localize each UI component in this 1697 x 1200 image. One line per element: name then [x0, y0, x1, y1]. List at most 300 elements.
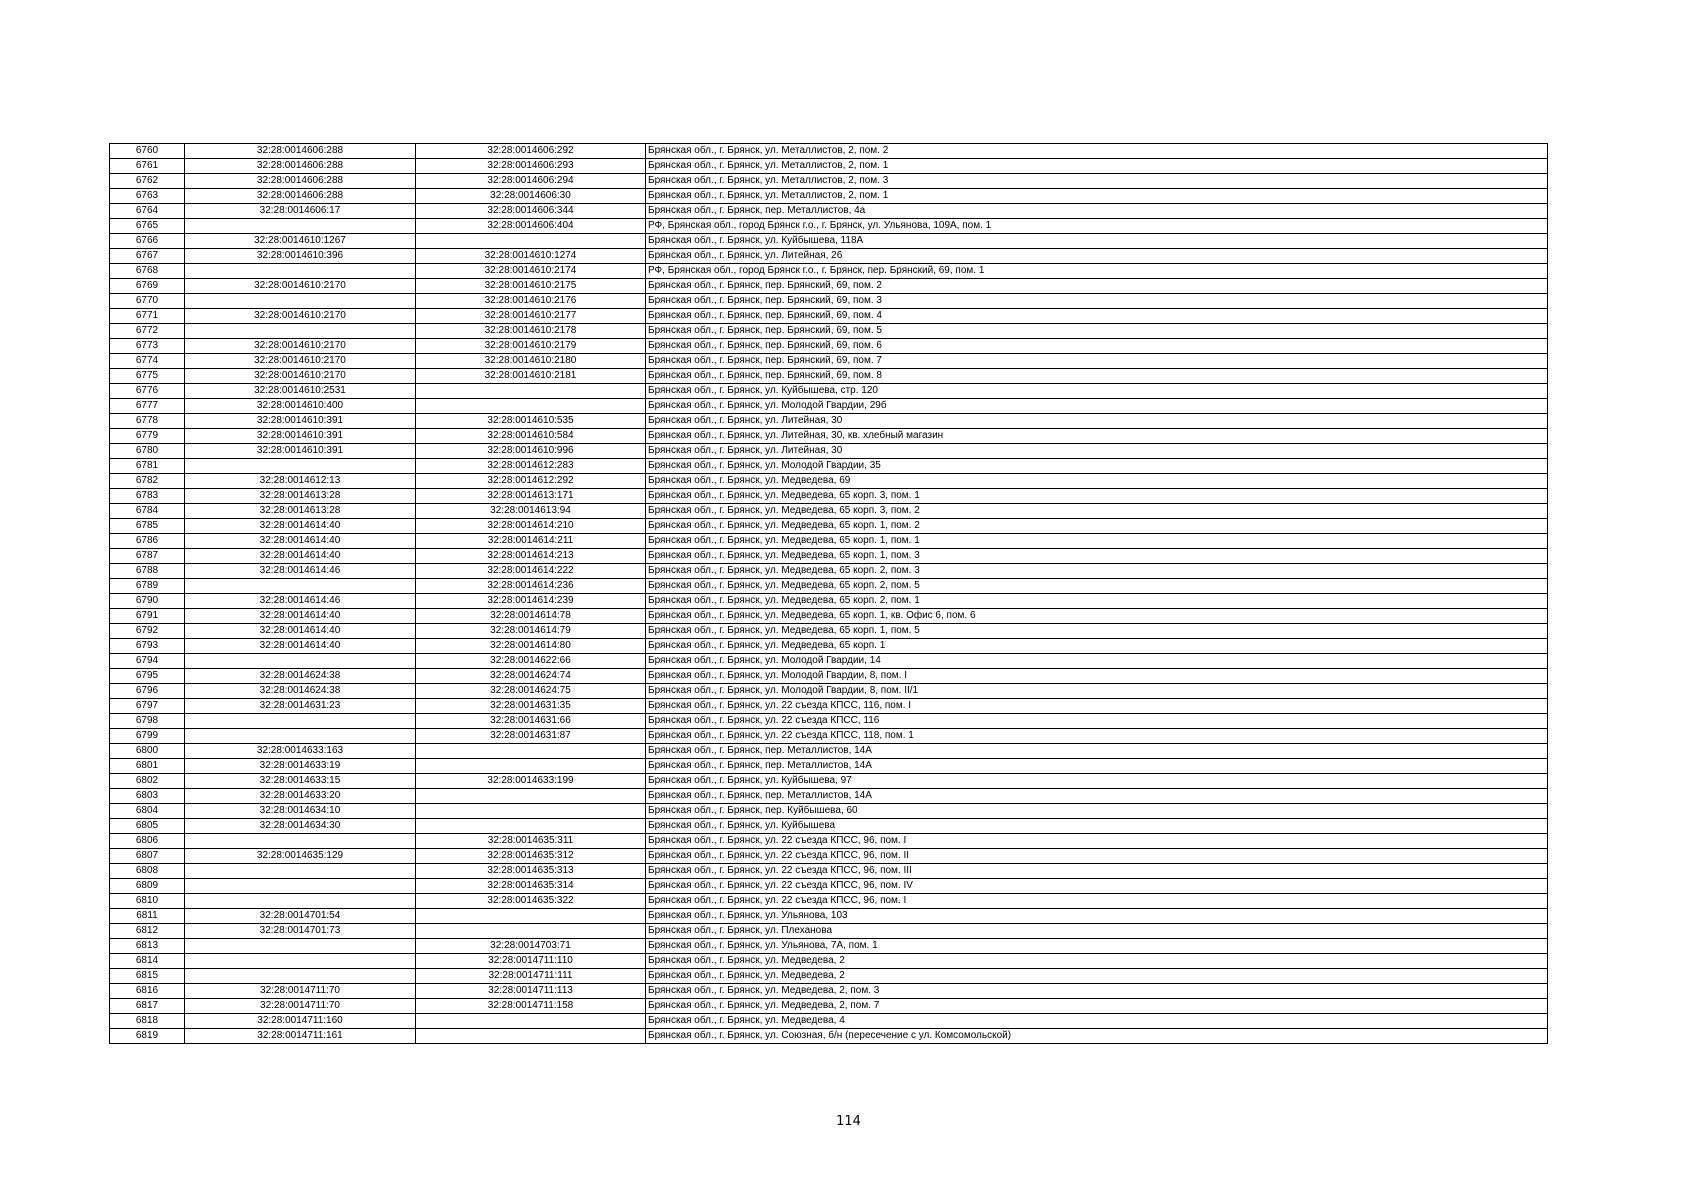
row-number-cell: 6773 — [110, 339, 185, 354]
table-row — [110, 864, 1548, 879]
table-row — [110, 729, 1548, 744]
parent-cadastral-number-cell — [185, 864, 416, 879]
cadastral-number-cell — [416, 1029, 646, 1044]
row-number-cell: 6791 — [110, 609, 185, 624]
table-row — [110, 354, 1548, 369]
table-row — [110, 339, 1548, 354]
row-number-cell: 6794 — [110, 654, 185, 669]
parent-cadastral-number-cell: 32:28:0014610:396 — [185, 249, 416, 264]
row-number-cell: 6781 — [110, 459, 185, 474]
parent-cadastral-number-cell: 32:28:0014610:1267 — [185, 234, 416, 249]
address-cell: Брянская обл., г. Брянск, ул. Молодой Гвардии, 14 — [646, 654, 1548, 669]
parent-cadastral-number-cell — [185, 219, 416, 234]
row-number-cell: 6800 — [110, 744, 185, 759]
cadastral-number-cell: 32:28:0014610:584 — [416, 429, 646, 444]
table-row — [110, 819, 1548, 834]
table-row — [110, 789, 1548, 804]
cadastral-number-cell — [416, 744, 646, 759]
parent-cadastral-number-cell: 32:28:0014633:20 — [185, 789, 416, 804]
row-number-cell: 6798 — [110, 714, 185, 729]
address-cell: Брянская обл., г. Брянск, пер. Металлистов, 14А — [646, 744, 1548, 759]
table-row — [110, 489, 1548, 504]
row-number-cell: 6771 — [110, 309, 185, 324]
row-number-cell: 6809 — [110, 879, 185, 894]
parent-cadastral-number-cell: 32:28:0014606:288 — [185, 174, 416, 189]
table-row — [110, 774, 1548, 789]
address-cell: Брянская обл., г. Брянск, ул. Металлистов, 2, пом. 1 — [646, 159, 1548, 174]
parent-cadastral-number-cell: 32:28:0014634:30 — [185, 819, 416, 834]
row-number-cell: 6785 — [110, 519, 185, 534]
address-cell: Брянская обл., г. Брянск, пер. Брянский, 69, пом. 2 — [646, 279, 1548, 294]
address-cell: Брянская обл., г. Брянск, пер. Металлистов, 4а — [646, 204, 1548, 219]
cadastral-number-cell — [416, 384, 646, 399]
cadastral-number-cell — [416, 759, 646, 774]
parent-cadastral-number-cell: 32:28:0014711:160 — [185, 1014, 416, 1029]
cadastral-number-cell: 32:28:0014610:535 — [416, 414, 646, 429]
cadastral-number-cell: 32:28:0014606:404 — [416, 219, 646, 234]
address-cell: Брянская обл., г. Брянск, ул. 22 съезда КПСС, 116, пом. I — [646, 699, 1548, 714]
parent-cadastral-number-cell: 32:28:0014613:28 — [185, 489, 416, 504]
address-cell: Брянская обл., г. Брянск, ул. Медведева, 65 корп. 3, пом. 2 — [646, 504, 1548, 519]
cadastral-number-cell: 32:28:0014613:171 — [416, 489, 646, 504]
address-cell: Брянская обл., г. Брянск, ул. Литейная, 30 — [646, 414, 1548, 429]
address-cell: Брянская обл., г. Брянск, ул. Союзная, б/н (пересечение с ул. Комсомольской) — [646, 1029, 1548, 1044]
row-number-cell: 6796 — [110, 684, 185, 699]
cadastral-number-cell: 32:28:0014635:322 — [416, 894, 646, 909]
table-row — [110, 294, 1548, 309]
row-number-cell: 6766 — [110, 234, 185, 249]
cadastral-number-cell: 32:28:0014606:293 — [416, 159, 646, 174]
table-row — [110, 759, 1548, 774]
parent-cadastral-number-cell — [185, 894, 416, 909]
parent-cadastral-number-cell — [185, 954, 416, 969]
address-cell: Брянская обл., г. Брянск, пер. Металлистов, 14А — [646, 759, 1548, 774]
address-cell: Брянская обл., г. Брянск, ул. Куйбышева — [646, 819, 1548, 834]
row-number-cell: 6782 — [110, 474, 185, 489]
address-cell: Брянская обл., г. Брянск, ул. Литейная, 30, кв. хлебный магазин — [646, 429, 1548, 444]
cadastral-number-cell: 32:28:0014606:30 — [416, 189, 646, 204]
table-row — [110, 684, 1548, 699]
address-cell: Брянская обл., г. Брянск, ул. Медведева, 2 — [646, 969, 1548, 984]
cadastral-number-cell: 32:28:0014614:79 — [416, 624, 646, 639]
address-cell: Брянская обл., г. Брянск, ул. Молодой Гвардии, 29б — [646, 399, 1548, 414]
cadastral-number-cell: 32:28:0014614:78 — [416, 609, 646, 624]
table-row — [110, 369, 1548, 384]
row-number-cell: 6790 — [110, 594, 185, 609]
row-number-cell: 6806 — [110, 834, 185, 849]
address-cell: Брянская обл., г. Брянск, пер. Брянский, 69, пом. 4 — [646, 309, 1548, 324]
parent-cadastral-number-cell: 32:28:0014610:2170 — [185, 309, 416, 324]
cadastral-number-cell: 32:28:0014613:94 — [416, 504, 646, 519]
cadastral-number-cell: 32:28:0014631:66 — [416, 714, 646, 729]
address-cell: Брянская обл., г. Брянск, ул. Ульянова, 103 — [646, 909, 1548, 924]
address-cell: Брянская обл., г. Брянск, ул. 22 съезда КПСС, 96, пом. I — [646, 834, 1548, 849]
parent-cadastral-number-cell: 32:28:0014614:40 — [185, 519, 416, 534]
cadastral-number-cell: 32:28:0014631:35 — [416, 699, 646, 714]
address-cell: Брянская обл., г. Брянск, ул. Медведева, 65 корп. 2, пом. 1 — [646, 594, 1548, 609]
row-number-cell: 6810 — [110, 894, 185, 909]
parent-cadastral-number-cell: 32:28:0014610:391 — [185, 429, 416, 444]
table-row — [110, 534, 1548, 549]
address-cell: Брянская обл., г. Брянск, ул. Медведева, 65 корп. 1, пом. 2 — [646, 519, 1548, 534]
row-number-cell: 6764 — [110, 204, 185, 219]
parent-cadastral-number-cell: 32:28:0014701:73 — [185, 924, 416, 939]
table-row — [110, 309, 1548, 324]
parent-cadastral-number-cell: 32:28:0014610:2170 — [185, 369, 416, 384]
address-cell: Брянская обл., г. Брянск, ул. Металлистов, 2, пом. 3 — [646, 174, 1548, 189]
cadastral-number-cell: 32:28:0014703:71 — [416, 939, 646, 954]
cadastral-number-cell: 32:28:0014610:2175 — [416, 279, 646, 294]
table-row — [110, 264, 1548, 279]
cadastral-number-cell: 32:28:0014610:2181 — [416, 369, 646, 384]
table-row — [110, 279, 1548, 294]
row-number-cell: 6817 — [110, 999, 185, 1014]
table-row — [110, 399, 1548, 414]
address-cell: Брянская обл., г. Брянск, ул. Куйбышева, 97 — [646, 774, 1548, 789]
cadastral-number-cell: 32:28:0014614:236 — [416, 579, 646, 594]
table-row — [110, 144, 1548, 159]
cadastral-number-cell: 32:28:0014614:213 — [416, 549, 646, 564]
parent-cadastral-number-cell: 32:28:0014606:288 — [185, 159, 416, 174]
parent-cadastral-number-cell: 32:28:0014606:288 — [185, 189, 416, 204]
parent-cadastral-number-cell: 32:28:0014633:163 — [185, 744, 416, 759]
address-cell: Брянская обл., г. Брянск, ул. Медведева, 65 корп. 2, пом. 5 — [646, 579, 1548, 594]
cadastral-number-cell: 32:28:0014635:314 — [416, 879, 646, 894]
address-cell: Брянская обл., г. Брянск, пер. Брянский, 69, пом. 7 — [646, 354, 1548, 369]
cadastral-number-cell: 32:28:0014610:1274 — [416, 249, 646, 264]
row-number-cell: 6767 — [110, 249, 185, 264]
address-cell: Брянская обл., г. Брянск, ул. 22 съезда КПСС, 96, пом. III — [646, 864, 1548, 879]
row-number-cell: 6795 — [110, 669, 185, 684]
address-cell: Брянская обл., г. Брянск, ул. Медведева, 65 корп. 1, кв. Офис 6, пом. 6 — [646, 609, 1548, 624]
row-number-cell: 6760 — [110, 144, 185, 159]
table-row — [110, 579, 1548, 594]
table-row — [110, 219, 1548, 234]
row-number-cell: 6789 — [110, 579, 185, 594]
row-number-cell: 6780 — [110, 444, 185, 459]
address-cell: Брянская обл., г. Брянск, пер. Брянский, 69, пом. 3 — [646, 294, 1548, 309]
row-number-cell: 6784 — [110, 504, 185, 519]
parent-cadastral-number-cell: 32:28:0014633:19 — [185, 759, 416, 774]
table-row — [110, 954, 1548, 969]
address-cell: Брянская обл., г. Брянск, ул. Молодой Гвардии, 8, пом. II/1 — [646, 684, 1548, 699]
parent-cadastral-number-cell — [185, 969, 416, 984]
table-row — [110, 624, 1548, 639]
row-number-cell: 6805 — [110, 819, 185, 834]
cadastral-number-cell — [416, 804, 646, 819]
cadastral-number-cell: 32:28:0014633:199 — [416, 774, 646, 789]
table-row — [110, 879, 1548, 894]
cadastral-number-cell: 32:28:0014610:2178 — [416, 324, 646, 339]
cadastral-number-cell: 32:28:0014606:344 — [416, 204, 646, 219]
row-number-cell: 6761 — [110, 159, 185, 174]
row-number-cell: 6787 — [110, 549, 185, 564]
parent-cadastral-number-cell: 32:28:0014614:40 — [185, 534, 416, 549]
parent-cadastral-number-cell: 32:28:0014606:288 — [185, 144, 416, 159]
address-cell: Брянская обл., г. Брянск, ул. Медведева, 4 — [646, 1014, 1548, 1029]
row-number-cell: 6797 — [110, 699, 185, 714]
parent-cadastral-number-cell: 32:28:0014610:2170 — [185, 339, 416, 354]
cadastral-number-cell — [416, 909, 646, 924]
parent-cadastral-number-cell: 32:28:0014610:391 — [185, 444, 416, 459]
table-row — [110, 894, 1548, 909]
cadastral-number-cell — [416, 234, 646, 249]
cadastral-number-cell: 32:28:0014606:294 — [416, 174, 646, 189]
table-row — [110, 204, 1548, 219]
address-cell: Брянская обл., г. Брянск, пер. Куйбышева, 60 — [646, 804, 1548, 819]
table-row — [110, 924, 1548, 939]
cadastral-number-cell: 32:28:0014610:996 — [416, 444, 646, 459]
registry-table — [109, 143, 1548, 1044]
address-cell: Брянская обл., г. Брянск, ул. Медведева, 65 корп. 1, пом. 1 — [646, 534, 1548, 549]
cadastral-number-cell — [416, 819, 646, 834]
cadastral-number-cell: 32:28:0014610:2176 — [416, 294, 646, 309]
cadastral-number-cell: 32:28:0014635:313 — [416, 864, 646, 879]
parent-cadastral-number-cell: 32:28:0014612:13 — [185, 474, 416, 489]
table-row — [110, 444, 1548, 459]
cadastral-number-cell: 32:28:0014614:210 — [416, 519, 646, 534]
parent-cadastral-number-cell: 32:28:0014711:70 — [185, 984, 416, 999]
address-cell: РФ, Брянская обл., город Брянск г.о., г. Брянск, ул. Ульянова, 109А, пом. 1 — [646, 219, 1548, 234]
row-number-cell: 6779 — [110, 429, 185, 444]
table-row — [110, 474, 1548, 489]
address-cell: Брянская обл., г. Брянск, ул. Ульянова, 7А, пом. 1 — [646, 939, 1548, 954]
cadastral-number-cell — [416, 1014, 646, 1029]
parent-cadastral-number-cell: 32:28:0014613:28 — [185, 504, 416, 519]
table-row — [110, 504, 1548, 519]
parent-cadastral-number-cell: 32:28:0014614:40 — [185, 639, 416, 654]
address-cell: Брянская обл., г. Брянск, пер. Брянский, 69, пом. 6 — [646, 339, 1548, 354]
address-cell: Брянская обл., г. Брянск, ул. Медведева, 65 корп. 1, пом. 5 — [646, 624, 1548, 639]
table-row — [110, 564, 1548, 579]
table-row — [110, 654, 1548, 669]
table-row — [110, 834, 1548, 849]
address-cell: Брянская обл., г. Брянск, ул. Литейная, 30 — [646, 444, 1548, 459]
row-number-cell: 6765 — [110, 219, 185, 234]
parent-cadastral-number-cell: 32:28:0014610:2170 — [185, 354, 416, 369]
row-number-cell: 6799 — [110, 729, 185, 744]
parent-cadastral-number-cell: 32:28:0014624:38 — [185, 684, 416, 699]
address-cell: Брянская обл., г. Брянск, ул. Медведева, 65 корп. 1, пом. 3 — [646, 549, 1548, 564]
table-row — [110, 669, 1548, 684]
row-number-cell: 6783 — [110, 489, 185, 504]
parent-cadastral-number-cell — [185, 939, 416, 954]
cadastral-number-cell: 32:28:0014624:74 — [416, 669, 646, 684]
parent-cadastral-number-cell: 32:28:0014610:400 — [185, 399, 416, 414]
page-number: 114 — [836, 1114, 861, 1129]
row-number-cell: 6776 — [110, 384, 185, 399]
cadastral-number-cell: 32:28:0014711:111 — [416, 969, 646, 984]
address-cell: Брянская обл., г. Брянск, пер. Металлистов, 14А — [646, 789, 1548, 804]
cadastral-number-cell: 32:28:0014612:292 — [416, 474, 646, 489]
table-row — [110, 189, 1548, 204]
row-number-cell: 6770 — [110, 294, 185, 309]
address-cell: Брянская обл., г. Брянск, ул. 22 съезда КПСС, 118, пом. 1 — [646, 729, 1548, 744]
address-cell: Брянская обл., г. Брянск, ул. Медведева, 2, пом. 7 — [646, 999, 1548, 1014]
cadastral-number-cell: 32:28:0014622:66 — [416, 654, 646, 669]
cadastral-number-cell — [416, 924, 646, 939]
address-cell: Брянская обл., г. Брянск, ул. 22 съезда КПСС, 96, пом. IV — [646, 879, 1548, 894]
row-number-cell: 6818 — [110, 1014, 185, 1029]
cadastral-number-cell: 32:28:0014631:87 — [416, 729, 646, 744]
address-cell: Брянская обл., г. Брянск, ул. Молодой Гвардии, 35 — [646, 459, 1548, 474]
row-number-cell: 6808 — [110, 864, 185, 879]
cadastral-number-cell: 32:28:0014612:283 — [416, 459, 646, 474]
table-row — [110, 234, 1548, 249]
table-row — [110, 1029, 1548, 1044]
row-number-cell: 6772 — [110, 324, 185, 339]
address-cell: Брянская обл., г. Брянск, ул. Медведева, 2 — [646, 954, 1548, 969]
address-cell: Брянская обл., г. Брянск, ул. Медведева, 65 корп. 1 — [646, 639, 1548, 654]
cadastral-number-cell: 32:28:0014614:239 — [416, 594, 646, 609]
table-row — [110, 249, 1548, 264]
parent-cadastral-number-cell: 32:28:0014610:391 — [185, 414, 416, 429]
row-number-cell: 6774 — [110, 354, 185, 369]
parent-cadastral-number-cell — [185, 294, 416, 309]
address-cell: Брянская обл., г. Брянск, ул. Медведева, 65 корп. 2, пом. 3 — [646, 564, 1548, 579]
cadastral-number-cell: 32:28:0014614:222 — [416, 564, 646, 579]
table-row — [110, 639, 1548, 654]
row-number-cell: 6786 — [110, 534, 185, 549]
address-cell: Брянская обл., г. Брянск, ул. Медведева, 65 корп. 3, пом. 1 — [646, 489, 1548, 504]
parent-cadastral-number-cell: 32:28:0014614:46 — [185, 594, 416, 609]
table-row — [110, 984, 1548, 999]
table-row — [110, 714, 1548, 729]
address-cell: Брянская обл., г. Брянск, ул. Медведева, 2, пом. 3 — [646, 984, 1548, 999]
row-number-cell: 6763 — [110, 189, 185, 204]
row-number-cell: 6777 — [110, 399, 185, 414]
row-number-cell: 6816 — [110, 984, 185, 999]
registry-table-body — [110, 144, 1548, 1044]
address-cell: Брянская обл., г. Брянск, ул. Молодой Гвардии, 8, пом. I — [646, 669, 1548, 684]
cadastral-number-cell: 32:28:0014711:113 — [416, 984, 646, 999]
cadastral-number-cell: 32:28:0014635:311 — [416, 834, 646, 849]
parent-cadastral-number-cell — [185, 729, 416, 744]
parent-cadastral-number-cell: 32:28:0014711:161 — [185, 1029, 416, 1044]
cadastral-number-cell: 32:28:0014614:211 — [416, 534, 646, 549]
table-row — [110, 459, 1548, 474]
parent-cadastral-number-cell — [185, 654, 416, 669]
address-cell: Брянская обл., г. Брянск, ул. Металлистов, 2, пом. 1 — [646, 189, 1548, 204]
cadastral-number-cell: 32:28:0014711:110 — [416, 954, 646, 969]
cadastral-number-cell: 32:28:0014610:2180 — [416, 354, 646, 369]
row-number-cell: 6819 — [110, 1029, 185, 1044]
table-row — [110, 744, 1548, 759]
table-row — [110, 429, 1548, 444]
table-row — [110, 999, 1548, 1014]
parent-cadastral-number-cell: 32:28:0014634:10 — [185, 804, 416, 819]
row-number-cell: 6762 — [110, 174, 185, 189]
parent-cadastral-number-cell — [185, 459, 416, 474]
table-row — [110, 414, 1548, 429]
table-row — [110, 804, 1548, 819]
cadastral-number-cell: 32:28:0014635:312 — [416, 849, 646, 864]
parent-cadastral-number-cell: 32:28:0014614:40 — [185, 624, 416, 639]
row-number-cell: 6814 — [110, 954, 185, 969]
table-row — [110, 849, 1548, 864]
table-row — [110, 519, 1548, 534]
parent-cadastral-number-cell — [185, 264, 416, 279]
row-number-cell: 6815 — [110, 969, 185, 984]
row-number-cell: 6768 — [110, 264, 185, 279]
cadastral-number-cell: 32:28:0014606:292 — [416, 144, 646, 159]
parent-cadastral-number-cell: 32:28:0014614:46 — [185, 564, 416, 579]
row-number-cell: 6812 — [110, 924, 185, 939]
table-row — [110, 609, 1548, 624]
row-number-cell: 6811 — [110, 909, 185, 924]
cadastral-number-cell: 32:28:0014614:80 — [416, 639, 646, 654]
parent-cadastral-number-cell: 32:28:0014610:2531 — [185, 384, 416, 399]
parent-cadastral-number-cell — [185, 579, 416, 594]
table-row — [110, 909, 1548, 924]
parent-cadastral-number-cell: 32:28:0014610:2170 — [185, 279, 416, 294]
table-row — [110, 1014, 1548, 1029]
cadastral-number-cell: 32:28:0014711:158 — [416, 999, 646, 1014]
row-number-cell: 6807 — [110, 849, 185, 864]
row-number-cell: 6792 — [110, 624, 185, 639]
parent-cadastral-number-cell — [185, 324, 416, 339]
table-row — [110, 594, 1548, 609]
address-cell: Брянская обл., г. Брянск, ул. 22 съезда КПСС, 96, пом. II — [646, 849, 1548, 864]
table-row — [110, 159, 1548, 174]
row-number-cell: 6803 — [110, 789, 185, 804]
row-number-cell: 6801 — [110, 759, 185, 774]
parent-cadastral-number-cell: 32:28:0014711:70 — [185, 999, 416, 1014]
row-number-cell: 6769 — [110, 279, 185, 294]
parent-cadastral-number-cell: 32:28:0014701:54 — [185, 909, 416, 924]
address-cell: Брянская обл., г. Брянск, ул. Литейная, 26 — [646, 249, 1548, 264]
parent-cadastral-number-cell — [185, 714, 416, 729]
address-cell: РФ, Брянская обл., город Брянск г.о., г. Брянск, пер. Брянский, 69, пом. 1 — [646, 264, 1548, 279]
table-row — [110, 384, 1548, 399]
cadastral-number-cell: 32:28:0014610:2174 — [416, 264, 646, 279]
table-row — [110, 324, 1548, 339]
parent-cadastral-number-cell: 32:28:0014614:40 — [185, 609, 416, 624]
address-cell: Брянская обл., г. Брянск, ул. 22 съезда КПСС, 96, пом. I — [646, 894, 1548, 909]
parent-cadastral-number-cell: 32:28:0014633:15 — [185, 774, 416, 789]
address-cell: Брянская обл., г. Брянск, ул. 22 съезда КПСС, 116 — [646, 714, 1548, 729]
row-number-cell: 6778 — [110, 414, 185, 429]
row-number-cell: 6802 — [110, 774, 185, 789]
address-cell: Брянская обл., г. Брянск, пер. Брянский, 69, пом. 5 — [646, 324, 1548, 339]
row-number-cell: 6793 — [110, 639, 185, 654]
parent-cadastral-number-cell: 32:28:0014635:129 — [185, 849, 416, 864]
table-row — [110, 174, 1548, 189]
cadastral-number-cell — [416, 399, 646, 414]
parent-cadastral-number-cell: 32:28:0014614:40 — [185, 549, 416, 564]
table-row — [110, 969, 1548, 984]
cadastral-number-cell: 32:28:0014624:75 — [416, 684, 646, 699]
table-row — [110, 549, 1548, 564]
address-cell: Брянская обл., г. Брянск, ул. Куйбышева, стр. 120 — [646, 384, 1548, 399]
cadastral-number-cell: 32:28:0014610:2177 — [416, 309, 646, 324]
parent-cadastral-number-cell: 32:28:0014606:17 — [185, 204, 416, 219]
parent-cadastral-number-cell: 32:28:0014624:38 — [185, 669, 416, 684]
row-number-cell: 6775 — [110, 369, 185, 384]
parent-cadastral-number-cell: 32:28:0014631:23 — [185, 699, 416, 714]
address-cell: Брянская обл., г. Брянск, ул. Плеханова — [646, 924, 1548, 939]
parent-cadastral-number-cell — [185, 834, 416, 849]
cadastral-number-cell — [416, 789, 646, 804]
address-cell: Брянская обл., г. Брянск, ул. Медведева, 69 — [646, 474, 1548, 489]
address-cell: Брянская обл., г. Брянск, ул. Металлистов, 2, пом. 2 — [646, 144, 1548, 159]
row-number-cell: 6813 — [110, 939, 185, 954]
table-row — [110, 699, 1548, 714]
row-number-cell: 6788 — [110, 564, 185, 579]
table-row — [110, 939, 1548, 954]
address-cell: Брянская обл., г. Брянск, пер. Брянский, 69, пом. 8 — [646, 369, 1548, 384]
address-cell: Брянская обл., г. Брянск, ул. Куйбышева, 118А — [646, 234, 1548, 249]
